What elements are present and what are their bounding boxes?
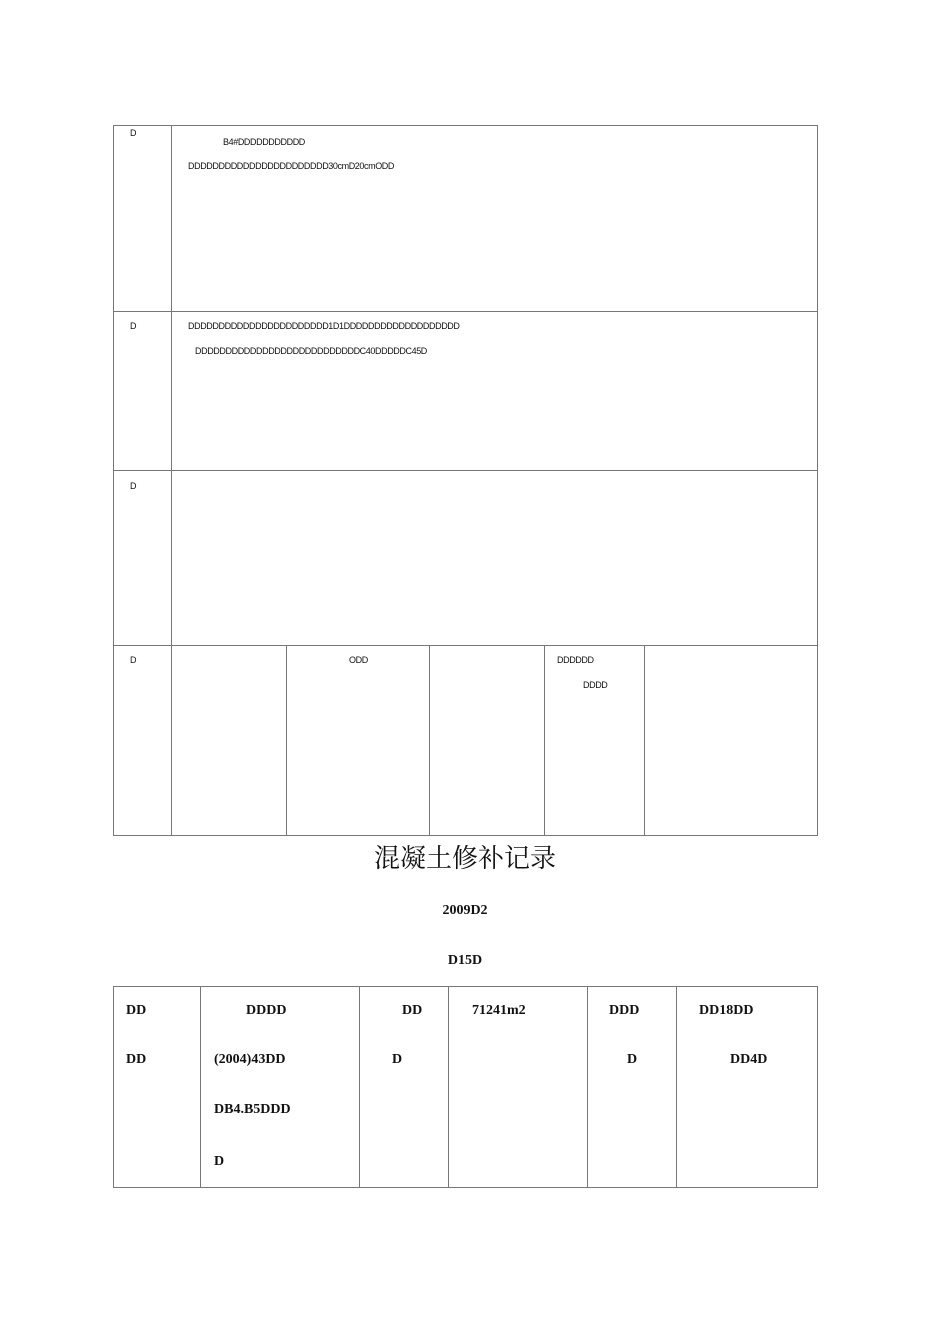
row1-label: D [130,128,137,138]
row-divider [113,645,818,646]
cell-text: D [627,1052,638,1067]
cell-text: D [214,1154,225,1169]
row2-text-line1: DDDDDDDDDDDDDDDDDDDDDDD1D1DDDDDDDDDDDDDDDDDDD [188,321,460,331]
cell-text: DDD [609,1003,640,1018]
column-divider [429,645,430,836]
cell-text: DD [126,1052,147,1067]
row-divider [113,470,818,471]
table-border-top [113,125,818,126]
cell-text: D [392,1052,403,1067]
table-border-bottom [113,835,818,836]
column-divider [200,986,201,1188]
table-border-left [113,986,114,1188]
table-border-top [113,986,818,987]
table-border-bottom [113,1187,818,1188]
cell-text: DD18DD [699,1003,754,1018]
column-divider [359,986,360,1188]
record-date-line1: 2009D2 [442,903,488,918]
cell-text: DB4.B5DDD [214,1102,291,1117]
column-divider [544,645,545,836]
row1-text-line1: B4#DDDDDDDDDDD [223,137,305,147]
cell-text: 71241m2 [472,1003,526,1018]
row2-text-line2: DDDDDDDDDDDDDDDDDDDDDDDDDDDC40DDDDDC45D [195,346,427,356]
row4-cell-text-line1: DDDDDD [557,655,594,665]
cell-text: DD [126,1003,147,1018]
column-divider [171,125,172,836]
table-border-left [113,125,114,836]
row-divider [113,311,818,312]
column-divider [644,645,645,836]
row1-text-line2: DDDDDDDDDDDDDDDDDDDDDDD30cmD20cmODD [188,161,395,171]
cell-text: (2004)43DD [214,1052,286,1067]
table-border-right [817,125,818,836]
column-divider [676,986,677,1188]
row3-label: D [130,481,137,491]
column-divider [448,986,449,1188]
column-divider [286,645,287,836]
row4-label: D [130,655,137,665]
record-title: 混凝土修补记录 [373,844,556,874]
cell-text: DD4D [730,1052,768,1067]
cell-text: DD [402,1003,423,1018]
column-divider [587,986,588,1188]
row2-label: D [130,321,137,331]
row4-cell-text-line2: DDDD [583,680,608,690]
table-border-right [817,986,818,1188]
cell-text: DDDD [246,1003,287,1018]
row4-cell-text: ODD [349,655,368,665]
record-date-line2: D15D [447,953,483,968]
